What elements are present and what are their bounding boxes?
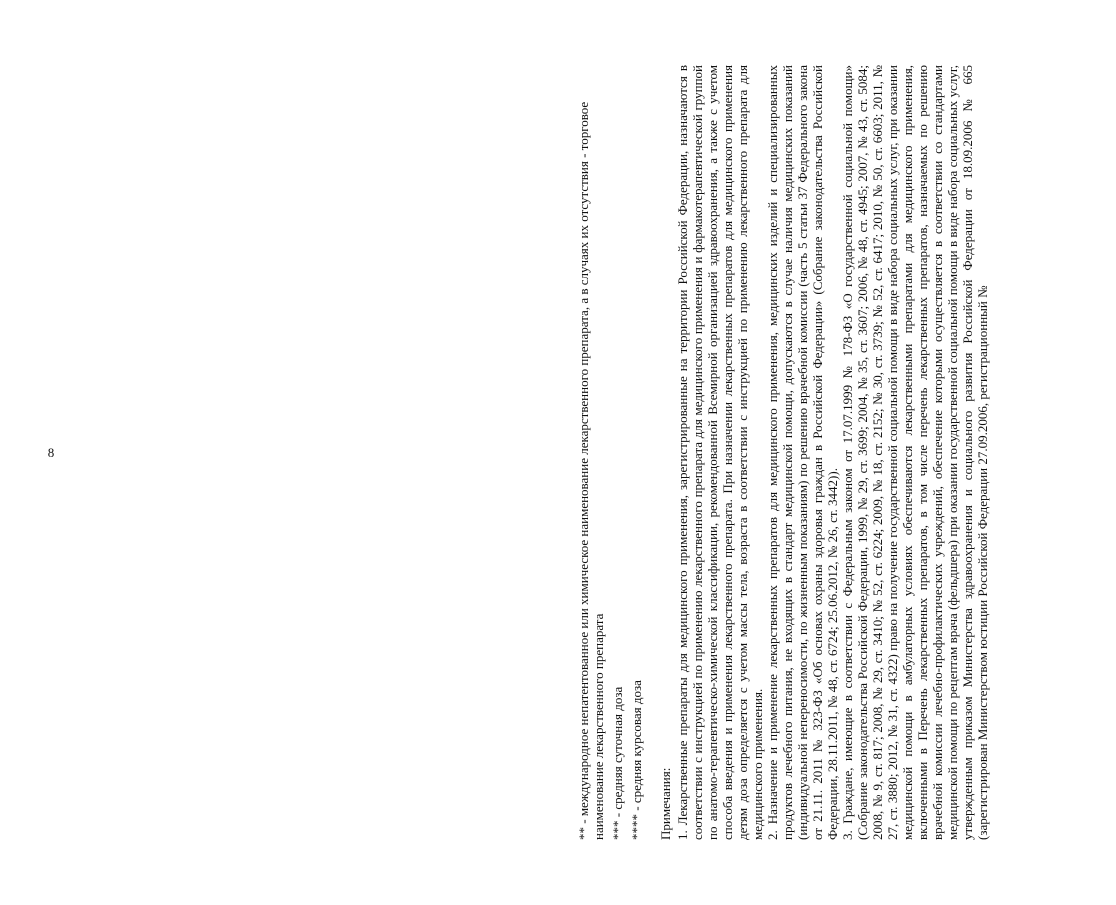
footnote-daily-dose: *** - средняя суточная доза [610, 686, 625, 840]
note-2: 2. Назначение и применение лекарственных препаратов для медицинского применения, медицинских изделий и специализированных продуктов лечебного питания, не входящих в стандарт медицинской помощи, допускаются в случае наличия медицинских показаний (индивидуальной непереносимости, по жизненным показаниям) по решению врачебной комиссии (часть 5 статьи 37 Федерального закона от 21.11. 2011 № 323-ФЗ «Об основах охраны здоровья граждан в Российской Федерации» (Собрание законодательства Российской Федерации, 28.11.2011, № 48, ст. 6724; 25.06.2012, № 26, ст. 3442)). [765, 65, 840, 840]
page-number: 8 [47, 445, 55, 460]
rotated-text-block [576, 65, 1116, 840]
footnote-inn: ** - международное непатентованное или химическое наименование лекарственного препарата, а в случаях их отсутствия - торговое наименование лекарственного препарата [576, 101, 606, 840]
note-1: 1. Лекарственные препараты для медицинского применения, зарегистрированные на территории Российской Федерации, назначаются в соответствии с инструкцией по применению лекарственного препарата для медицинского применения и фармакотерапевтической группой по анатомо-терапевтическо-химической классификации, рекомендованной Всемирной организацией здравоохранения, а также с учетом способа введения и применения лекарственного препарата. При назначении лекарственных препаратов для медицинского применения детям доза определяется с учетом массы тела, возраста в соответствии с инструкцией по применению лекарственного препарата для медицинского применения. [675, 65, 765, 840]
notes-heading: Примечания: [658, 767, 673, 840]
spacer [644, 65, 658, 840]
note-3: 3. Граждане, имеющие в соответствии с Федеральным законом от 17.07.1999 № 178-ФЗ «О государственной социальной помощи» (Собрание законодательства Российской Федерации, 1999, № 29, ст. 3699; 2004, № 35, ст. 3607; 2006, № 48, ст. 4945; 2007, № 43, ст. 5084; 2008, № 9, ст. 817; 2008, № 29, ст. 3410; № 52, ст. 6224; 2009, № 18, ст. 2152; № 30, ст. 3739; № 52, ст. 6417; 2010, № 50, ст. 6603; 2011, № 27, ст. 3880; 2012, № 31, ст. 4322) право на получение государственной социальной помощи в виде набора социальных услуг, при оказании медицинской помощи в амбулаторных условиях обеспечиваются лекарственными препаратами для медицинского применения, включенными в Перечень лекарственных препаратов, в том числе перечень лекарственных препаратов, назначаемых по решению врачебной комиссии лечебно-профилактических учреждений, обеспечение которыми осуществляется в соответствии со стандартами медицинской помощи по рецептам врача (фельдшера) при оказании государственной социальной помощи в виде набора социальных услуг, утвержденным приказом Министерства здравоохранения и социального развития Российской Федерации от 18.09.2006 № 665 (зарегистрирован Министерством юстиции Российской Федерации 27.09.2006, регистрационный № [840, 65, 990, 840]
footnote-course-dose: **** - средняя курсовая доза [629, 680, 644, 840]
